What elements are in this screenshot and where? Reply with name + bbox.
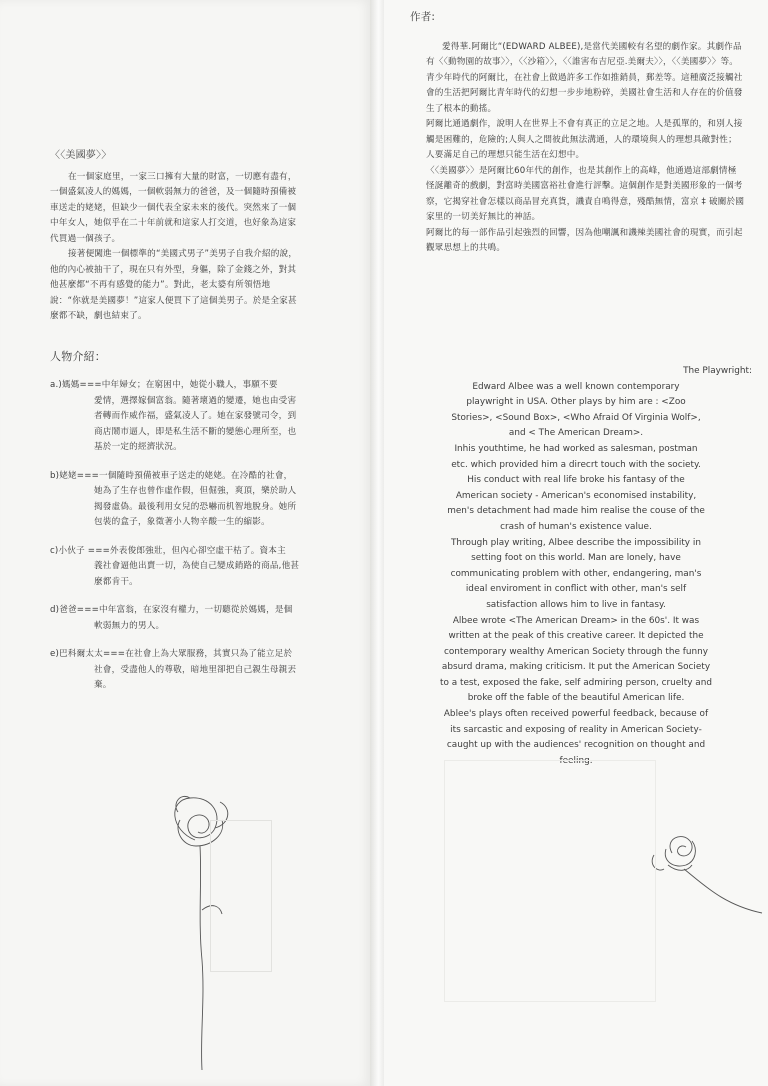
english-line: Edward Albee was a well known contemporary [472,381,680,392]
english-line: communicating problem with other, endangering, man's [450,568,702,579]
english-line: written at the peak of this creative career. It depicted the [448,631,704,642]
english-line: playwright in USA. Other plays by him are : <Zoo [466,397,686,408]
bleed-through-shape [210,820,272,972]
character-item [50,469,300,531]
character-label: b)姥姥=== [50,470,99,481]
character-desc-first: 在社會上為大眾服務，其實只為了能立足於 [125,649,293,659]
author-paragraph-1: 愛得華.阿爾比“(EDWARD ALBEE),是當代美國較有名望的劇作家。其劇作品有〈〈動物園的故事〉〉，〈〈沙箱〉〉，〈〈誰害布吉尼亞.美爾夫〉〉，〈〈美國夢〉〉等。青少年時代的阿爾比，在社會上做過許多工作如推銷員，郵差等。這種廣泛接觸社會的生活把阿爾比青年時代的幻想一步步地粉碎，美國社會生活和人存在的价值發生了根本的動搖。 [426,41,743,114]
english-line: etc. which provided him a direcrt touch with the society. [451,459,701,470]
synopsis [50,170,300,325]
english-line: Through play writing, Albee describe the impossibility in [451,537,701,548]
character-desc-rest: 社會，受盡他人的尊敬，暗地里卻把自己親生母親丟棄。 [94,664,297,690]
character-label: d)爸爸=== [50,605,99,615]
english-line: broke off the fable of the beautiful American life. [467,693,685,704]
english-line: feeling. [559,755,593,766]
english-line: American society - American's economised instability, [455,490,697,501]
author-heading: 作者: [410,11,436,23]
synopsis-paragraph-1: 在一個家庭里，一家三口擁有大量的財富，一切應有盡有，一個盛氣凌人的媽媽，一個軟弱無力的爸爸，及一個隨時預備被車送走的姥姥，但缺少一個代表全家未來的後代。突然來了一個中年女人，她似乎在二十年前就和這家人打交道，也好象為這家代買過一個孩子。 [50,171,297,244]
character-item [50,378,300,456]
english-line: contemporary wealthy American Society through the funny [443,646,708,657]
english-line: its sarcastic and exposing of reality in American Society- [450,724,702,735]
synopsis-paragraph-2: 接著便闖進一個標準的“美國式男子”美男子自我介紹的說，他的內心被抽干了，現在只有外型，身軀，除了金錢之外，對其他甚麼都“不再有感覺的能力”。對此，老太婆有所領悟地說：“你就是美國夢！”這家人便買下了這個美男子。於是全家甚麼都不缺，劇也結束了。 [50,249,298,321]
english-line: The Playwright: [683,366,752,376]
english-line: ideal enviroment in conflict with other, man's self [465,584,687,595]
character-label: a.)媽媽=== [50,380,102,390]
english-line: satisfaction allows him to live in fantasy. [486,599,666,610]
english-line: crash of human's existence value. [500,521,652,532]
character-desc-first: 中年富翁，在家沒有權力，一切聽從於媽媽，是個 [99,605,293,615]
play-title: 〈〈美國夢〉〉 [50,150,112,161]
english-translation [400,364,752,769]
english-line: Stories>, <Sound Box>, <Who Afraid Of Virginia Wolf>, [451,412,701,423]
right-page [384,0,768,1086]
character-desc-first: 一個隨時預備被車子送走的姥姥。在冷酷的社會， [99,470,293,481]
rose-sketch-illustration [644,825,764,915]
character-label: c)小伙子 === [50,545,110,556]
english-line: Albee wrote <The American Dream> in the 60s'. It was [452,615,700,626]
character-desc-first: 中年婦女；在窮困中，她從小職人，事願不要 [101,380,278,390]
author-paragraph-3: 〈〈美國夢〉〉是阿爾比60年代的創作，也是其創作上的高峰，他通過這部劇情極怪誕離奇的戲劇，對富時美國富裕社會進行評擊。這個創作是對美國形象的一個考察，它揭穿社會怎樣以商品冒充真貨，譏責自鳴得意，殘酷無情，富京 ‡ 破關於國家里的一切美好無比的神話。 [426,165,745,222]
character-desc-rest: 她為了生存也曾作虛作假，但倔強，爽頂，樂於助人揭發虛偽。最後利用女兒的恐嚇而机智地脫身。她所包裝的盒子，象徵著小人物辛酸一生的縮影。 [94,486,297,527]
character-desc-first: 外表俊郎強壯，但內心卻空虛干枯了。資本主 [110,545,286,556]
author-body [410,40,745,257]
character-desc-rest: 軟弱無力的男人。 [94,620,165,631]
bleed-through-shape [444,760,656,1002]
left-column [50,148,300,707]
author-paragraph-2: 阿爾比通過劇作，說明人在世界上不會有真正的立足之地。人是孤單的，和別人接觸是困難的，危險的;人與人之間彼此無法溝通，人的環境與人的理想具敵對性；人要滿足自己的理想只能生活在幻想中。 [426,119,743,160]
left-page [0,0,372,1086]
character-label: e)巴科爾太太=== [50,649,126,659]
english-line: setting foot on this world. Man are lonely, have [471,553,681,564]
english-line: absurd drama, making criticism. It put the American Society [441,662,711,673]
character-desc-rest: 義社會逼他出賣一切，為使自己變成銷路的商品,他甚麼都肯干。 [94,561,300,587]
character-item [50,603,300,634]
character-desc-rest: 愛情，選擇嫁個富翁。隨著壞過的變遷，她也由受害者轉而作威作福，盛氣凌人了。她在家發號司令，到商店鬧市逼人，即是私生活不斷的變態心理所至，也基於一定的經濟狀況。 [94,395,297,452]
character-item [50,647,300,694]
english-line: to a test, exposed the fake, self admiring person, cruelty and [440,677,712,688]
english-line: Ablee's plays often received powerful feedback, because of [443,709,709,720]
author-paragraph-4: 阿爾比的每一部作品引起強烈的回響，因為他嘲諷和譏辣美國社會的現實，而引起觀眾思想上的共鳴。 [426,227,743,253]
characters-heading: 人物介紹： [50,349,106,363]
english-line: Inhis youthtime, he had worked as salesman, postman [454,443,698,454]
english-line: caught up with the audiences' recognition on thought and [446,740,706,751]
english-line: and < The American Dream>. [508,428,644,439]
english-line: His conduct with real life broke his fantasy of the [467,475,685,486]
character-item [50,544,300,591]
characters-list [50,378,300,694]
english-line: men's detachment had made him realise the couse of the [447,506,705,517]
author-section [410,10,745,257]
binding-gutter [370,0,384,1086]
